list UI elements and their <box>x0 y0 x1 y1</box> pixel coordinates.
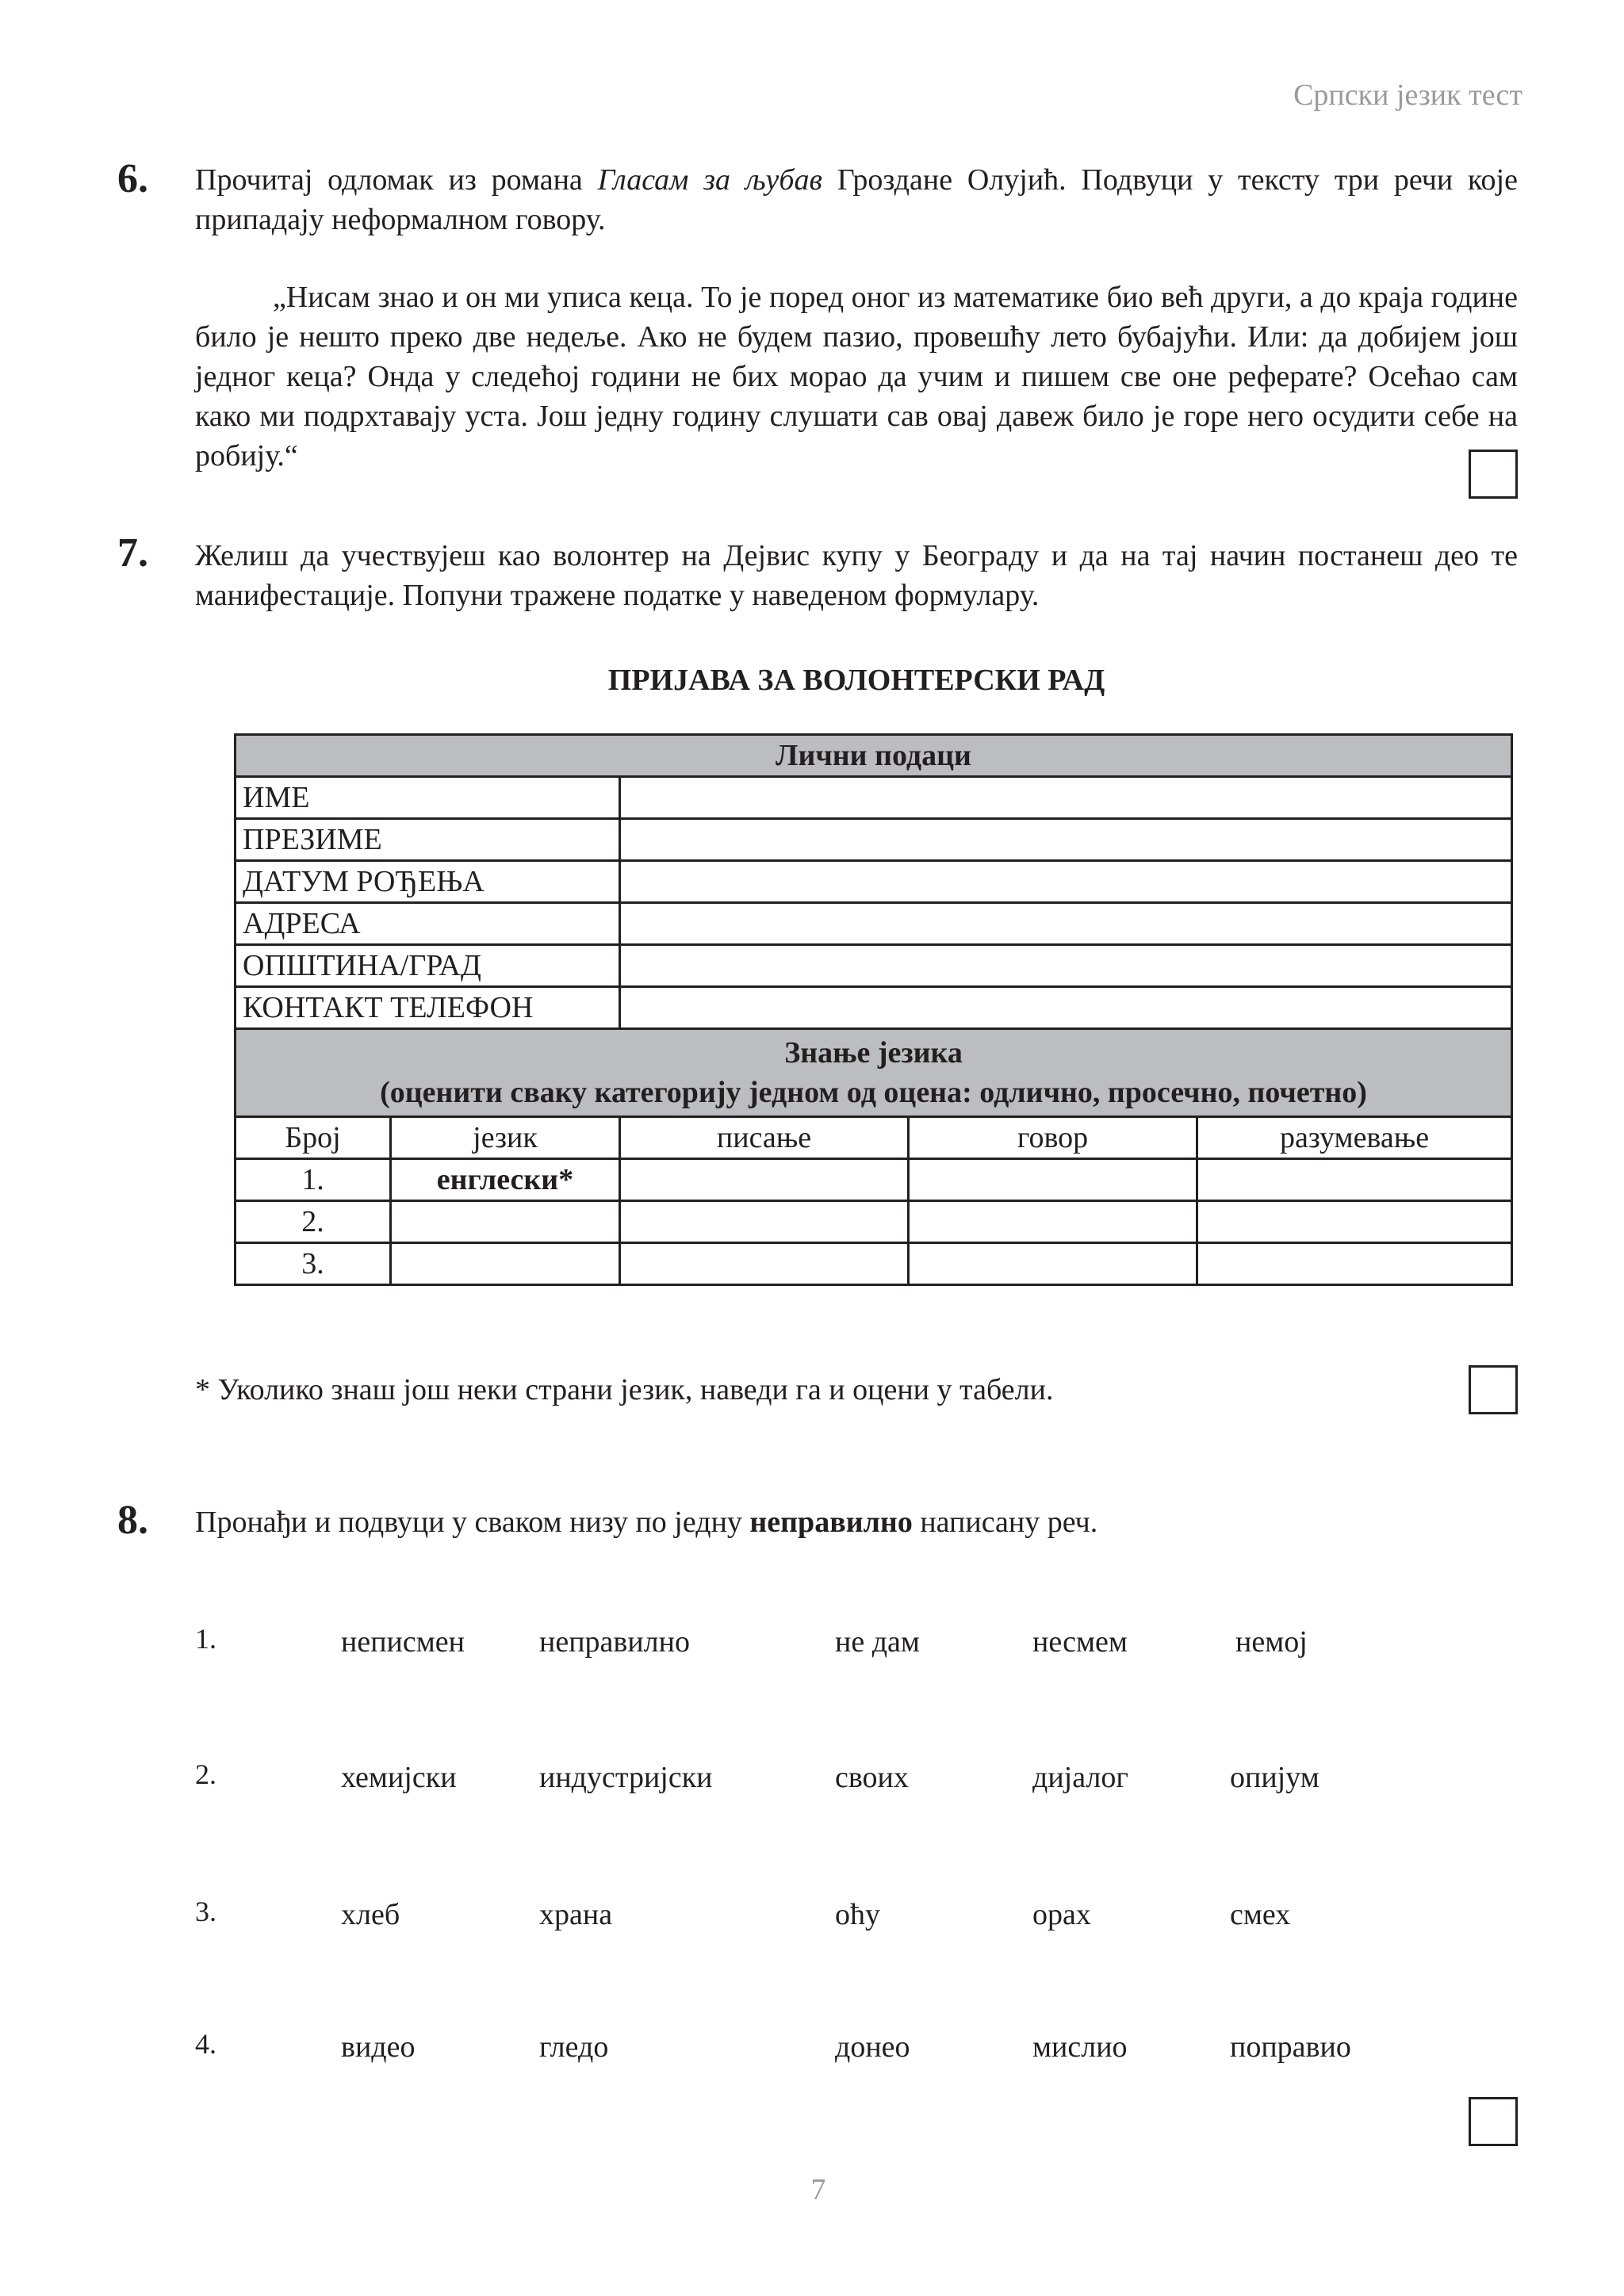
q6-text-before: Прочитај одломак из романа <box>195 163 598 197</box>
q8-text-before: Пронађи и подвуци у сваком низу по једну <box>195 1506 750 1539</box>
word-option[interactable]: видео <box>341 2030 416 2064</box>
language-row <box>236 1159 1512 1201</box>
language-columns-row <box>236 1117 1512 1159</box>
column-header: говор <box>909 1117 1197 1159</box>
city-input-cell[interactable] <box>620 945 1512 987</box>
language-name: енглески* <box>391 1159 620 1201</box>
row-number: 3. <box>236 1243 391 1285</box>
word-row-number: 4. <box>195 2028 216 2060</box>
column-header: писање <box>620 1117 909 1159</box>
field-label: ОПШТИНА/ГРАД <box>236 945 620 987</box>
word-option[interactable]: гледо <box>539 2030 609 2064</box>
form-row-birthdate <box>236 861 1512 903</box>
word-option[interactable]: несмем <box>1032 1625 1128 1659</box>
word-option[interactable]: неписмен <box>341 1625 465 1659</box>
word-option[interactable]: своих <box>835 1761 909 1794</box>
row-number: 1. <box>236 1159 391 1201</box>
surname-input-cell[interactable] <box>620 819 1512 861</box>
word-option[interactable]: поправио <box>1230 2030 1351 2064</box>
personal-data-header: Лични подаци <box>236 735 1512 777</box>
page-number: 7 <box>810 2173 826 2206</box>
form-row-phone <box>236 987 1512 1029</box>
word-row-number: 1. <box>195 1623 216 1655</box>
understanding-cell[interactable] <box>1197 1159 1512 1201</box>
word-option[interactable]: орах <box>1032 1898 1091 1931</box>
field-label: АДРЕСА <box>236 903 620 945</box>
speaking-cell[interactable] <box>909 1159 1197 1201</box>
form-row-surname <box>236 819 1512 861</box>
word-option[interactable]: хемијски <box>341 1761 457 1794</box>
q6-novel-title: Гласам за љубав <box>597 163 822 197</box>
phone-input-cell[interactable] <box>620 987 1512 1029</box>
word-option[interactable]: не дам <box>835 1625 920 1659</box>
question-8-instruction <box>195 1502 1518 1542</box>
birthdate-input-cell[interactable] <box>620 861 1512 903</box>
language-name-cell[interactable] <box>391 1243 620 1285</box>
word-option[interactable]: индустријски <box>539 1761 713 1794</box>
field-label: ПРЕЗИМЕ <box>236 819 620 861</box>
word-row-number: 2. <box>195 1758 216 1790</box>
question-6-number: 6. <box>117 156 148 201</box>
question-7-instruction: Желиш да учествујеш као волонтер на Дејвис купу у Београду и да на тај начин постанеш део те манифестације. Попуни тражене податке у наведеном формулару. <box>195 539 1518 612</box>
question-6-passage: „Нисам знао и он ми уписа кеца. То је поред оног из математике био већ други, а до краја године било је нешто преко две недеље. Ако не будем пазио, провешћу лето бубајући. Или: да добијем још једног кеца? Онда у следећој години не бих морао да учим и пишем све оне реферате? Осећао сам како ми подрхтавају уста. Још једну годину слушати сав овај давеж било је горе него осудити себе на робију.“ <box>195 281 1518 473</box>
speaking-cell[interactable] <box>909 1201 1197 1243</box>
writing-cell[interactable] <box>620 1159 909 1201</box>
field-label: ИМЕ <box>236 777 620 819</box>
word-option[interactable]: дијалог <box>1032 1761 1128 1794</box>
language-name-cell[interactable] <box>391 1201 620 1243</box>
page-header: Српски језик тест <box>1293 78 1522 112</box>
question-8-number: 8. <box>117 1498 148 1543</box>
question-6-instruction <box>195 160 1518 239</box>
score-box-7[interactable] <box>1469 1365 1518 1414</box>
q8-bold-word: неправилно <box>749 1506 913 1539</box>
word-option[interactable]: немој <box>1235 1625 1308 1659</box>
form-footnote: * Уколико знаш још неки страни језик, наведи га и оцени у табели. <box>195 1373 1054 1406</box>
question-7-number: 7. <box>117 530 148 576</box>
language-row <box>236 1243 1512 1285</box>
word-row-number: 3. <box>195 1896 216 1927</box>
form-row-name <box>236 777 1512 819</box>
word-option[interactable]: неправилно <box>539 1625 690 1659</box>
writing-cell[interactable] <box>620 1243 909 1285</box>
column-header: Број <box>236 1117 391 1159</box>
word-option[interactable]: хлеб <box>341 1898 400 1931</box>
score-box-6[interactable] <box>1469 450 1518 499</box>
address-input-cell[interactable] <box>620 903 1512 945</box>
q6-text-after: Гроздане Олујић. Подвуци у тексту три речи које припадају неформалном говору. <box>195 163 1518 236</box>
form-row-address <box>236 903 1512 945</box>
language-header-title: Знање језика <box>784 1036 963 1070</box>
understanding-cell[interactable] <box>1197 1243 1512 1285</box>
word-option[interactable]: смех <box>1230 1898 1291 1931</box>
speaking-cell[interactable] <box>909 1243 1197 1285</box>
form-title: ПРИЈАВА ЗА ВОЛОНТЕРСКИ РАД <box>607 664 1105 697</box>
understanding-cell[interactable] <box>1197 1201 1512 1243</box>
language-section-header <box>236 1029 1512 1117</box>
word-option[interactable]: опијум <box>1230 1761 1320 1794</box>
form-row-city <box>236 945 1512 987</box>
field-label: ДАТУМ РОЂЕЊА <box>236 861 620 903</box>
word-option[interactable]: донео <box>835 2030 910 2064</box>
language-header-note: (оценити сваку категорију једном од оцена: одлично, просечно, почетно) <box>380 1076 1367 1109</box>
score-box-8[interactable] <box>1469 2097 1518 2146</box>
name-input-cell[interactable] <box>620 777 1512 819</box>
word-option[interactable]: мислио <box>1032 2030 1128 2064</box>
writing-cell[interactable] <box>620 1201 909 1243</box>
field-label: КОНТАКТ ТЕЛЕФОН <box>236 987 620 1029</box>
volunteer-form-table <box>234 733 1513 1286</box>
q8-text-after: написану реч. <box>912 1506 1098 1539</box>
word-option[interactable]: храна <box>539 1898 613 1931</box>
column-header: језик <box>391 1117 620 1159</box>
column-header: разумевање <box>1197 1117 1512 1159</box>
language-row <box>236 1201 1512 1243</box>
word-option[interactable]: оћу <box>835 1898 880 1931</box>
row-number: 2. <box>236 1201 391 1243</box>
